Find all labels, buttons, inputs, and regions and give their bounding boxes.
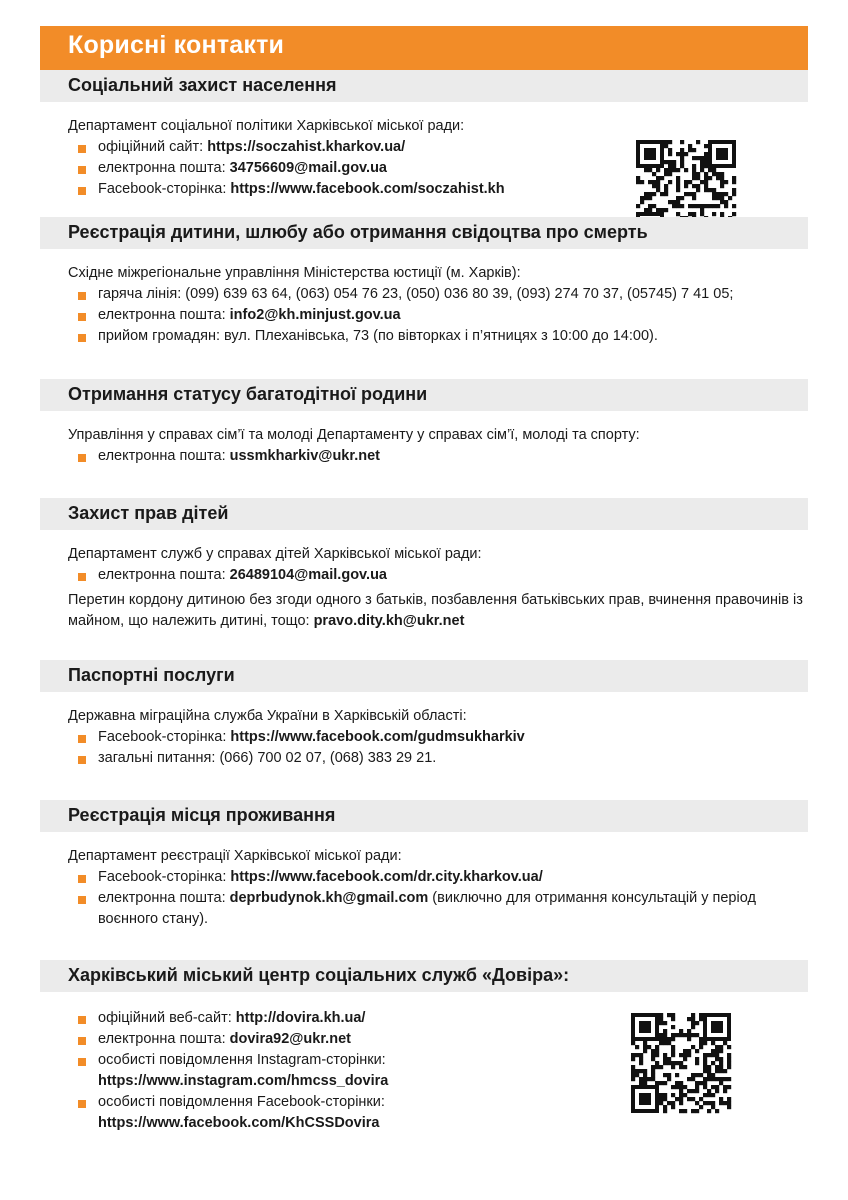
- list-item: Facebook-сторінка: https://www.facebook.com/gudmsukharkiv: [68, 727, 808, 748]
- section-heading: Паспортні послуги: [40, 660, 808, 692]
- section-intro: Департамент служб у справах дітей Харківської міської ради:: [68, 546, 482, 562]
- section-intro: Департамент соціальної політики Харківської міської ради:: [68, 118, 465, 134]
- section-heading: Харківський міський центр соціальних служб «Довіра»:: [40, 960, 808, 992]
- instagram-link[interactable]: https://www.instagram.com/hmcss_dovira: [98, 1073, 389, 1089]
- qr-code-icon[interactable]: [628, 1010, 734, 1116]
- section-note: Перетин кордону дитиною без згоди одного з батьків, позбавлення батьківських прав, вчинення правочинів із майном, що належить дитині, тощо: pravo.dity.kh@ukr.net: [68, 592, 803, 629]
- list-item: електронна пошта: ussmkharkiv@ukr.net: [68, 446, 808, 467]
- email-link[interactable]: 26489104@mail.gov.ua: [229, 567, 387, 583]
- section-residence-registration: [40, 800, 808, 960]
- email-link[interactable]: 34756609@mail.gov.ua: [229, 160, 387, 176]
- list-item: електронна пошта: deprbudynok.kh@gmail.com (виключно для отримання консультацій у період воєнного стану).: [68, 888, 768, 930]
- section-heading: Реєстрація місця проживання: [40, 800, 808, 832]
- facebook-link[interactable]: https://www.facebook.com/gudmsukharkiv: [230, 729, 525, 745]
- email-link[interactable]: info2@kh.minjust.gov.ua: [229, 307, 401, 323]
- contacts-page: [40, 26, 808, 1134]
- list-item: загальні питання: (066) 700 02 07, (068) 383 29 21.: [68, 748, 808, 769]
- section-social-protection: [40, 70, 808, 217]
- list-item: прийом громадян: вул. Плеханівська, 73 (по вівторках і п’ятницях з 10:00 до 14:00).: [68, 326, 808, 347]
- section-child-rights: [40, 498, 808, 660]
- section-intro: Державна міграційна служба України в Харківській області:: [68, 708, 467, 724]
- section-large-family: [40, 379, 808, 498]
- facebook-link[interactable]: https://www.facebook.com/soczahist.kh: [230, 181, 505, 197]
- website-link[interactable]: http://dovira.kh.ua/: [235, 1010, 366, 1026]
- email-link[interactable]: ussmkharkiv@ukr.net: [229, 448, 380, 464]
- section-intro: Управління у справах сім’ї та молоді Департаменту у справах сім’ї, молоді та спорту:: [68, 427, 640, 443]
- section-heading: Захист прав дітей: [40, 498, 808, 530]
- section-civil-registration: [40, 217, 808, 379]
- list-item: особисті повідомлення Facebook-сторінки: https://www.facebook.com/KhCSSDovira: [68, 1092, 808, 1134]
- list-item: Facebook-сторінка: https://www.facebook.com/soczahist.kh: [68, 179, 808, 200]
- facebook-link[interactable]: https://www.facebook.com/dr.city.kharkov.ua/: [230, 869, 543, 885]
- facebook-link[interactable]: https://www.facebook.com/KhCSSDovira: [98, 1115, 380, 1131]
- list-item: Facebook-сторінка: https://www.facebook.com/dr.city.kharkov.ua/: [68, 867, 768, 888]
- section-heading: Соціальний захист населення: [40, 70, 808, 102]
- list-item: електронна пошта: info2@kh.minjust.gov.ua: [68, 305, 808, 326]
- list-item: електронна пошта: dovira92@ukr.net: [68, 1029, 808, 1050]
- email-link[interactable]: deprbudynok.kh@gmail.com: [229, 890, 429, 906]
- website-link[interactable]: https://soczahist.kharkov.ua/: [207, 139, 406, 155]
- list-item: гаряча лінія: (099) 639 63 64, (063) 054 76 23, (050) 036 80 39, (093) 274 70 37, (05745) 7 41 05;: [68, 284, 808, 305]
- list-item: особисті повідомлення Instagram-сторінки: https://www.instagram.com/hmcss_dovira: [68, 1050, 808, 1092]
- section-heading: Отримання статусу багатодітної родини: [40, 379, 808, 411]
- section-dovira-center: [40, 960, 808, 1134]
- list-item: електронна пошта: 34756609@mail.gov.ua: [68, 158, 808, 179]
- list-item: офіційний сайт: https://soczahist.kharkov.ua/: [68, 137, 808, 158]
- email-link[interactable]: dovira92@ukr.net: [229, 1031, 351, 1047]
- list-item: офіційний веб-сайт: http://dovira.kh.ua/: [68, 1008, 808, 1029]
- section-passport: [40, 660, 808, 800]
- list-item: електронна пошта: 26489104@mail.gov.ua: [68, 565, 808, 586]
- page-title: Корисні контакти: [40, 26, 808, 70]
- section-intro: Східне міжрегіональне управління Міністерства юстиції (м. Харків):: [68, 265, 521, 281]
- section-intro: Департамент реєстрації Харківської міської ради:: [68, 848, 402, 864]
- email-link[interactable]: pravo.dity.kh@ukr.net: [313, 613, 465, 629]
- section-heading: Реєстрація дитини, шлюбу або отримання свідоцтва про смерть: [40, 217, 808, 249]
